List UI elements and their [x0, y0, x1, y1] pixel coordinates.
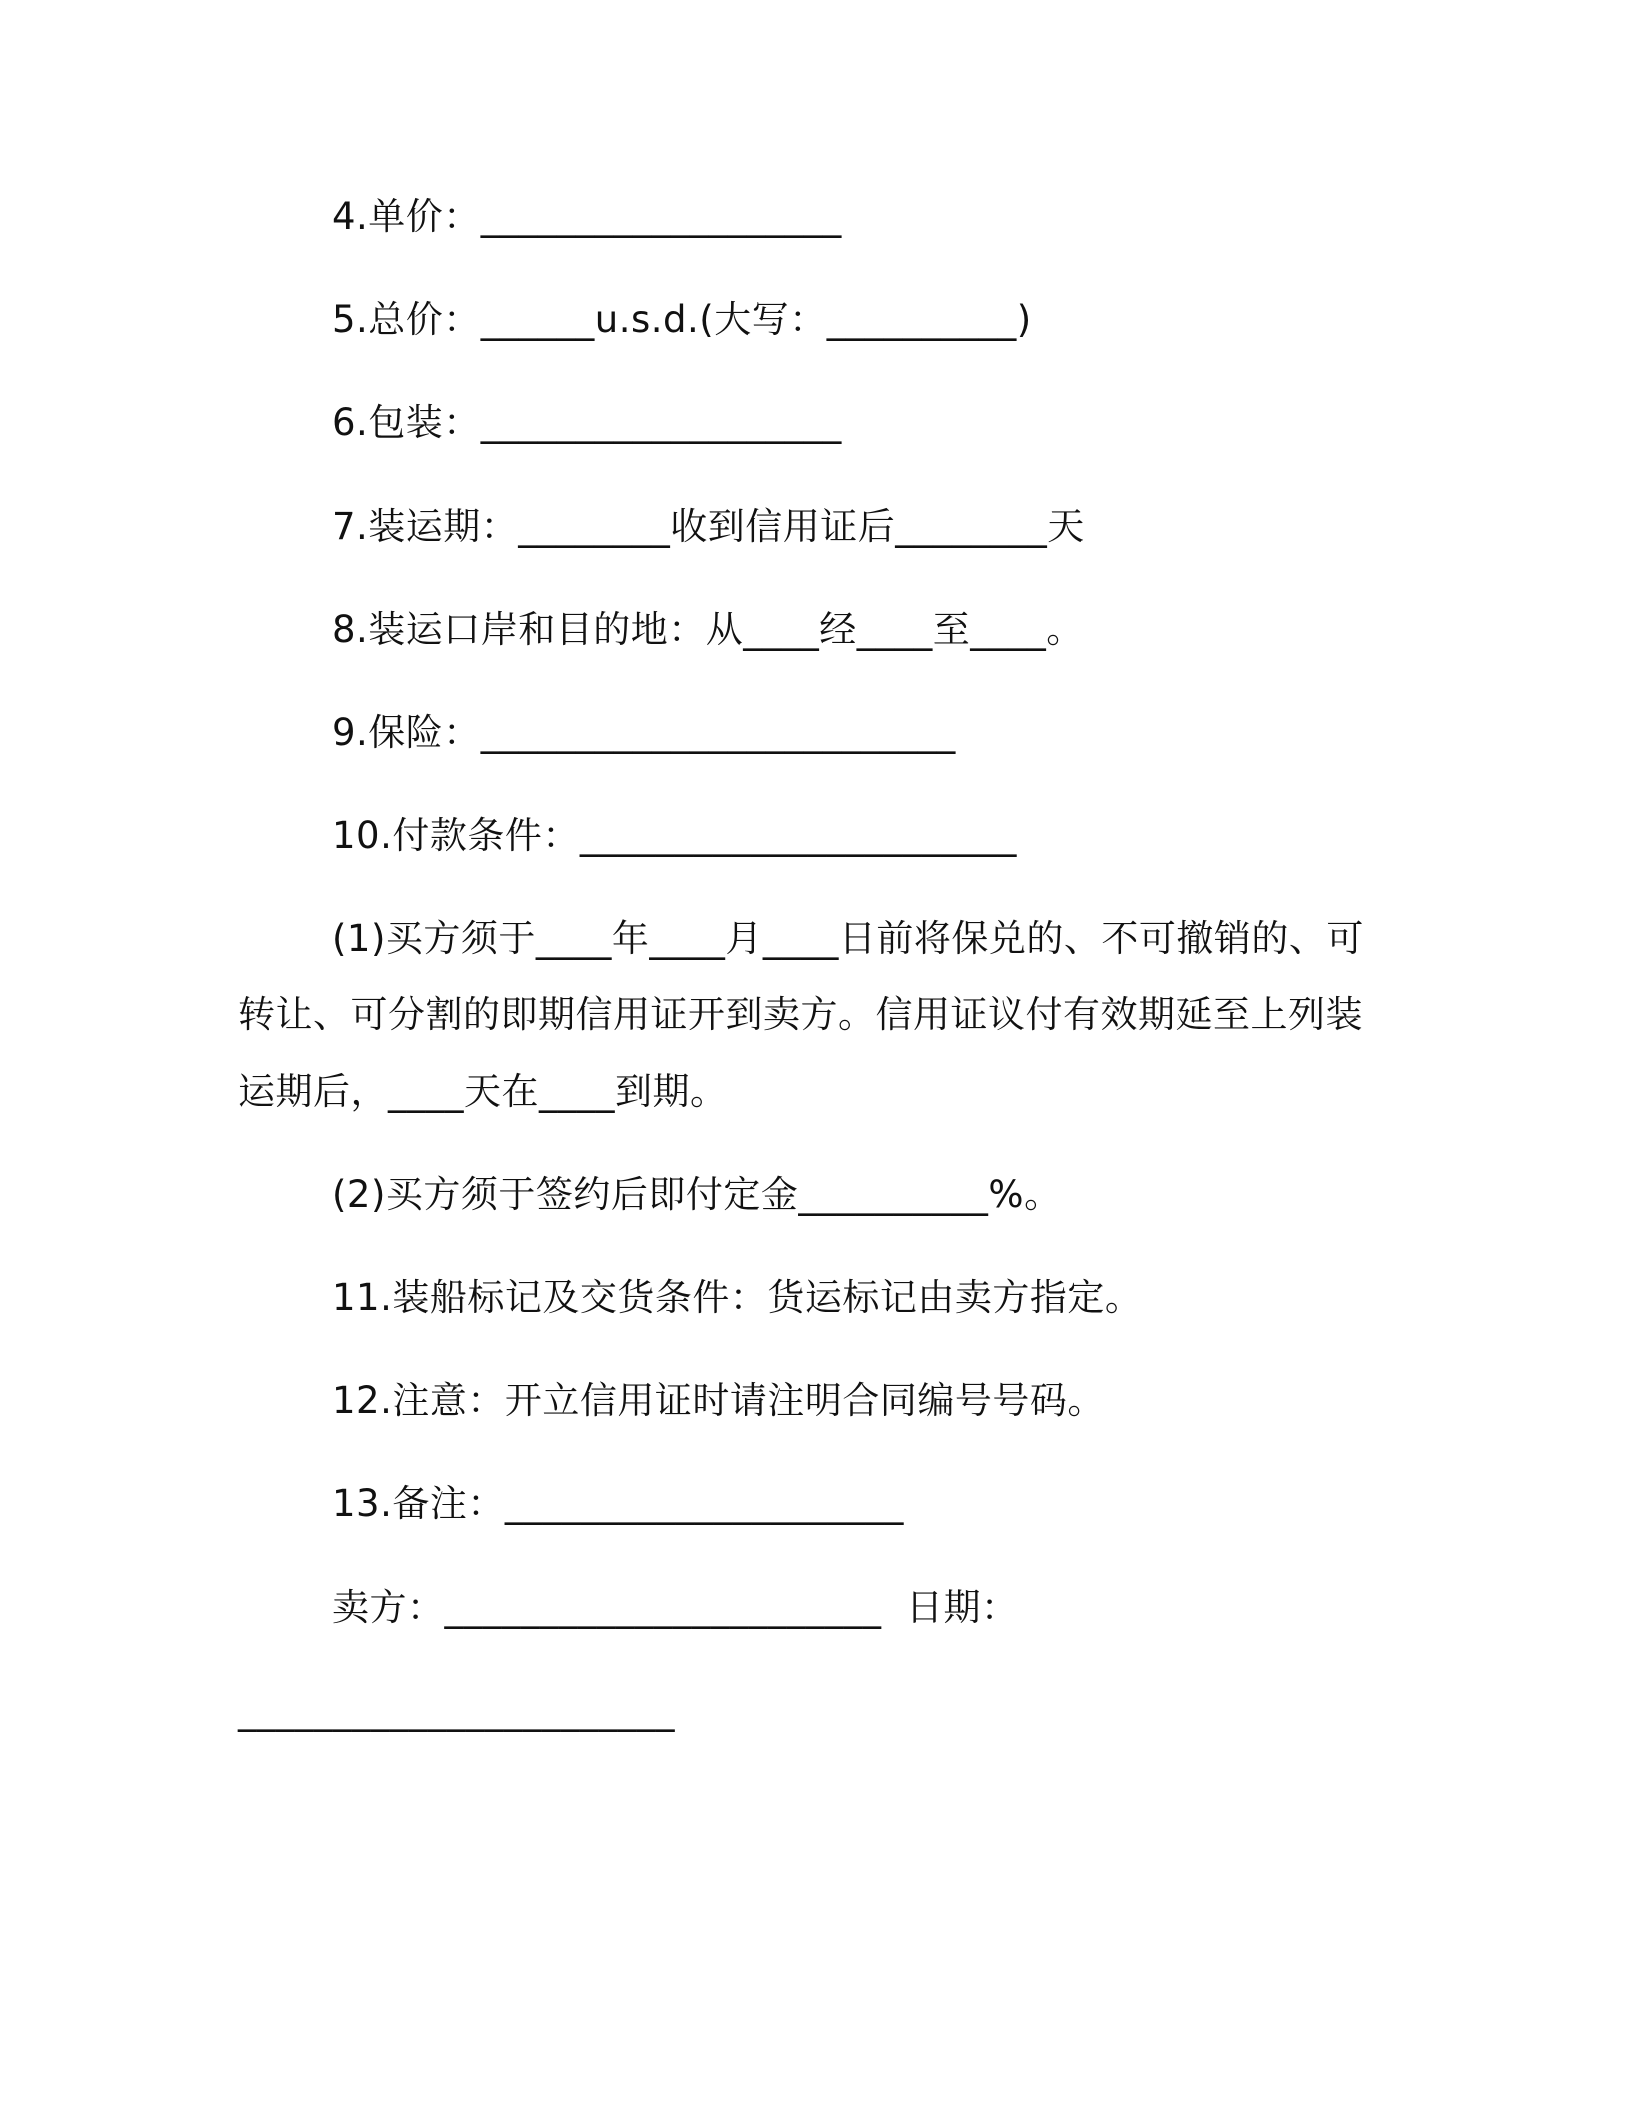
item-5-total-price: 5.总价：______u.s.d.(大写：__________) [332, 298, 1032, 341]
payment-clause-1-line-2: 转让、可分割的即期信用证开到卖方。信用证议付有效期延至上列装 [238, 993, 1363, 1036]
item-7-shipment-period: 7.装运期：________收到信用证后________天 [332, 505, 1085, 548]
payment-clause-1-line-3: 运期后，____天在____到期。 [238, 1070, 728, 1113]
item-12-notice: 12.注意：开立信用证时请注明合同编号号码。 [332, 1379, 1105, 1422]
item-13-remarks: 13.备注：_____________________ [332, 1482, 904, 1525]
item-9-insurance: 9.保险：_________________________ [332, 711, 956, 754]
item-10-payment-terms: 10.付款条件：_______________________ [332, 814, 1017, 857]
item-8-port-destination: 8.装运口岸和目的地：从____经____至____。 [332, 608, 1084, 651]
item-4-unit-price: 4.单价：___________________ [332, 195, 842, 238]
payment-clause-2: (2)买方须于签约后即付定金__________%。 [332, 1173, 1062, 1216]
seller-date-line: 卖方：_______________________ 日期： [332, 1586, 1019, 1629]
date-blank-line: _______________________ [238, 1689, 675, 1732]
payment-clause-1-line-1: (1)买方须于____年____月____日前将保兑的、不可撤销的、可 [332, 917, 1364, 960]
item-6-packing: 6.包装：___________________ [332, 401, 842, 444]
item-11-shipping-marks: 11.装船标记及交货条件：货运标记由卖方指定。 [332, 1276, 1143, 1319]
